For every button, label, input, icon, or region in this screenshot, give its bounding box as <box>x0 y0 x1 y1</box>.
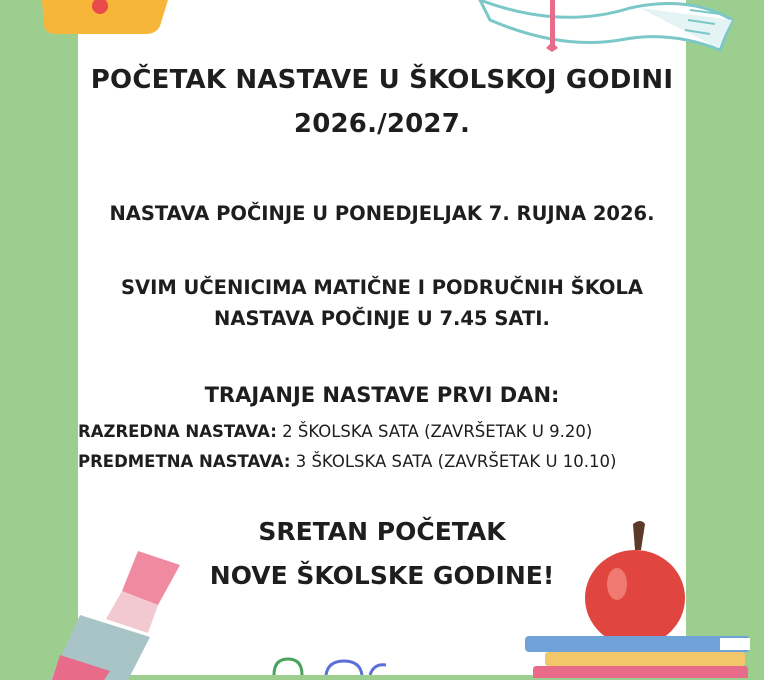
duration-row-label: PREDMETNA NASTAVA: <box>78 452 291 471</box>
greeting <box>78 510 686 598</box>
duration-row-class-teaching <box>78 420 686 444</box>
greeting-line-1: SRETAN POČETAK <box>258 517 506 546</box>
start-date-notice: NASTAVA POČINJE U PONEDJELJAK 7. RUJNA 2026. <box>109 202 655 225</box>
duration-row-value: 2 ŠKOLSKA SATA (ZAVRŠETAK U 9.20) <box>276 422 593 441</box>
greeting-line-2: NOVE ŠKOLSKE GODINE! <box>209 561 555 590</box>
open-book-illustration <box>470 0 740 55</box>
duration-row-value: 3 ŠKOLSKA SATA (ZAVRŠETAK U 10.10) <box>290 452 617 471</box>
duration-heading: TRAJANJE NASTAVE PRVI DAN: <box>204 383 560 407</box>
duration-row-subject-teaching <box>78 450 686 474</box>
poster-title <box>78 58 686 146</box>
title-line-1: POČETAK NASTAVE U ŠKOLSKOJ GODINI <box>90 65 674 95</box>
pencil-case-illustration <box>38 0 178 40</box>
students-notice-line-2: NASTAVA POČINJE U 7.45 SATI. <box>214 307 550 330</box>
students-notice-line-1: SVIM UČENICIMA MATIČNE I PODRUČNIH ŠKOLA <box>120 276 644 299</box>
title-line-2: 2026./2027. <box>293 109 471 139</box>
duration-row-label: RAZREDNA NASTAVA: <box>78 422 277 441</box>
students-notice <box>78 272 686 334</box>
paper-clips-illustration <box>270 655 410 675</box>
